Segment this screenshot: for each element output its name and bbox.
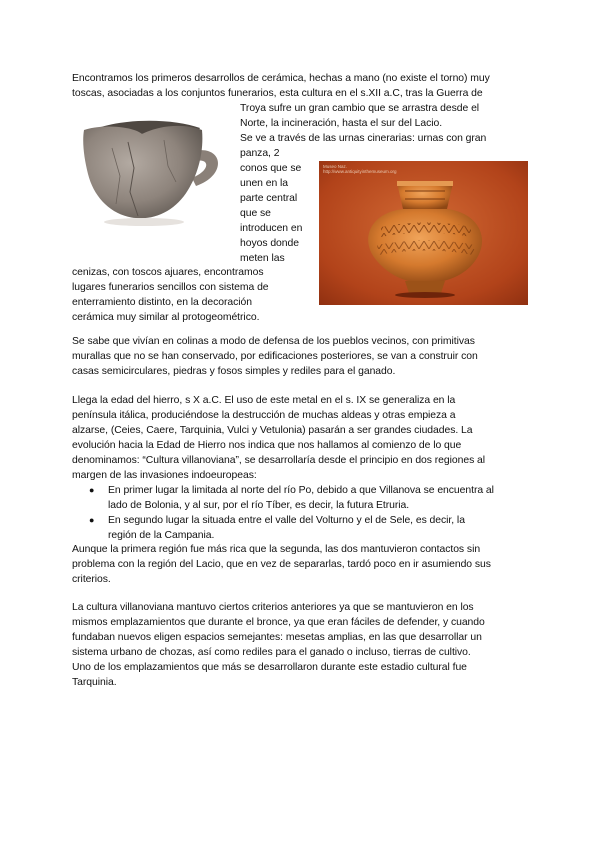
text-line: Llega la edad del hierro, s X a.C. El uso de este metal en el s. IX se generaliza en la (72, 395, 456, 406)
text-line: evolución hacia la Edad de Hierro nos indica que nos hallamos al comienzo de lo que (72, 440, 462, 451)
list-item-line: región de la Campania. (108, 530, 215, 541)
ceramic-cup-drawing (72, 112, 232, 230)
text-line: denominamos: “Cultura villanoviana”, se desarrollaría desde el principio en dos regiones al (72, 455, 486, 466)
cinerary-urn-image (319, 161, 528, 305)
text-line: Encontramos los primeros desarrollos de cerámica, hechas a mano (no existe el torno) muy (72, 73, 490, 84)
text-line: Se sabe que vivían en colinas a modo de defensa de los pueblos vecinos, con primitivas (72, 336, 475, 347)
watermark-line: Museo Naz. (323, 164, 348, 169)
text-line: meten las (240, 253, 285, 264)
list-item-line: En primer lugar la limitada al norte del río Po, debido a que Villanova se encuentra al (108, 485, 494, 496)
text-line: problema con la región del Lacio, que en vez de separarlas, tardó poco en ir asumiendo sus (72, 559, 491, 570)
text-line: panza, 2 (240, 148, 280, 159)
text-line: cenizas, con toscos ajuares, encontramos (72, 267, 264, 278)
text-line: lugares funerarios sencillos con sistema de (72, 282, 269, 293)
text-line: sistema urbano de chozas, así como rediles para el ganado o incluso, tierras de cultivo. (72, 647, 471, 658)
watermark-text (323, 164, 397, 174)
text-line: unen en la (240, 178, 289, 189)
text-line: introducen en (240, 223, 303, 234)
text-line: que se (240, 208, 271, 219)
text-line: toscas, asociadas a los conjuntos funerarios, esta cultura en el s.XII a.C, tras la Guerra de (72, 88, 483, 99)
text-line: Tarquinia. (72, 677, 117, 688)
text-line: mismos emplazamientos que durante el bronce, ya que eran fáciles de defender, y cuando (72, 617, 485, 628)
text-line: casas semicirculares, piedras y fosos simples y rediles para el ganado. (72, 366, 396, 377)
text-line: Uno de los emplazamientos que más se desarrollaron durante este estadio cultural fue (72, 662, 467, 673)
text-line: criterios. (72, 574, 111, 585)
text-line: murallas que no se han conservado, por edificaciones posteriores, se van a construir con (72, 351, 478, 362)
text-line: margen de las invasiones indoeuropeas: (72, 470, 257, 481)
list-item-line: En segundo lugar la situada entre el valle del Volturno y el de Sele, es decir, la (108, 515, 465, 526)
list-item-line: lado de Bolonia, y al sur, por el río Tíber, es decir, la futura Etruria. (108, 500, 410, 511)
text-line: La cultura villanoviana mantuvo ciertos criterios anteriores ya que se mantuvieron en los (72, 602, 474, 613)
text-line: Troya sufre un gran cambio que se arrastra desde el (240, 103, 480, 114)
text-line: enterramiento distinto, en la decoración (72, 297, 252, 308)
ceramic-cup-image (72, 112, 232, 230)
cinerary-urn-drawing (319, 161, 528, 305)
text-line: hoyos donde (240, 238, 299, 249)
text-line: alzarse, (Ceies, Caere, Tarquinia, Vulci y Vetulonia) pasarán a ser grandes ciudades. La (72, 425, 473, 436)
text-line: Aunque la primera región fue más rica que la segunda, las dos mantuvieron contactos sin (72, 544, 481, 555)
text-line: cerámica muy similar al protogeométrico. (72, 312, 260, 323)
watermark-line: http://www.antiquityinthemuseum.org (323, 169, 397, 174)
text-line: península itálica, produciéndose la destrucción de muchas aldeas y otras empieza a (72, 410, 456, 421)
text-line: Norte, la incineración, hasta el sur del Lacio. (240, 118, 443, 129)
text-line: conos que se (240, 163, 302, 174)
bullet-icon: ● (89, 485, 95, 495)
text-line: Se ve a través de las urnas cinerarias: urnas con gran (240, 133, 487, 144)
text-line: fundaban nuevos eligen espacios semejantes: mesetas amplias, en las que desarrollar un (72, 632, 482, 643)
text-line: parte central (240, 193, 298, 204)
bullet-icon: ● (89, 515, 95, 525)
